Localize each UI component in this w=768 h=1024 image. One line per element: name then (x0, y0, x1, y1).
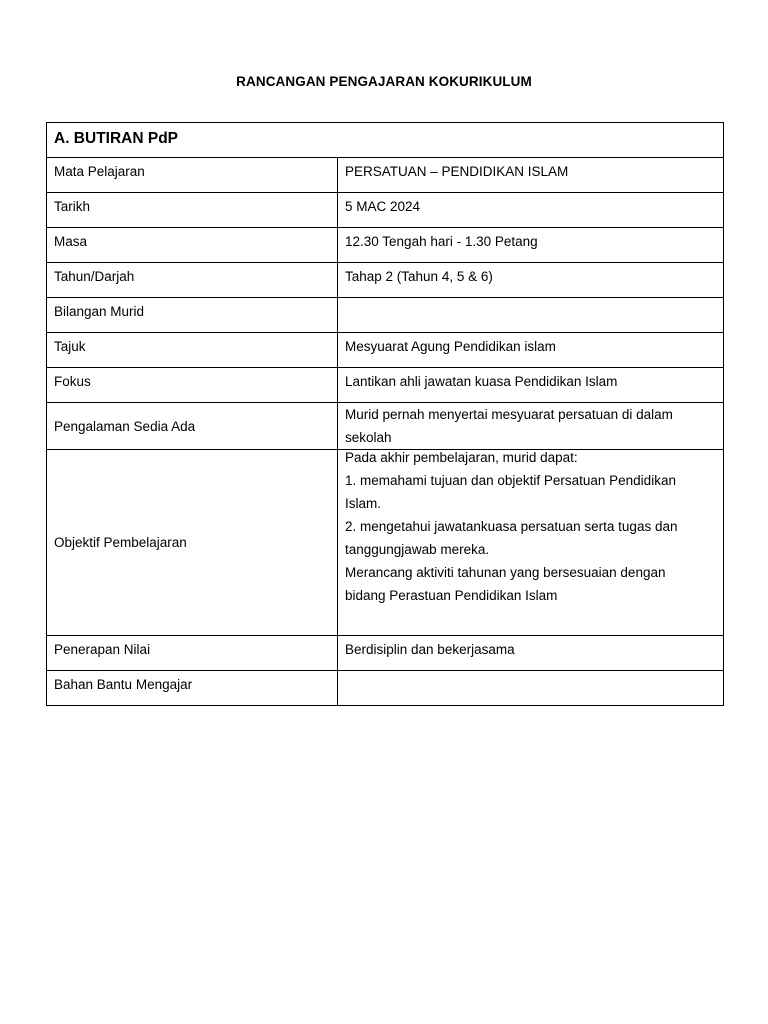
row-value (338, 158, 724, 193)
section-heading (47, 123, 724, 158)
label-tahun-darjah: Tahun/Darjah (54, 268, 135, 284)
value-masa: 12.30 Tengah hari - 1.30 Petang (345, 233, 538, 249)
label-objektif-pembelajaran: Objektif Pembelajaran (54, 535, 187, 550)
table-row-bahan-bantu-mengajar (47, 671, 724, 706)
label-tajuk: Tajuk (54, 338, 86, 354)
label-bahan-bantu-mengajar: Bahan Bantu Mengajar (54, 676, 193, 692)
label-masa: Masa (54, 233, 88, 249)
label-fokus: Fokus (54, 373, 91, 389)
objektif-line: 2. mengetahui jawatankuasa persatuan serta tugas dan (345, 519, 678, 534)
row-value (338, 368, 724, 403)
row-label (47, 193, 338, 228)
document-title: RANCANGAN PENGAJARAN KOKURIKULUM (236, 74, 532, 89)
row-label (47, 368, 338, 403)
objektif-line: Islam. (345, 496, 382, 511)
table-row-pengalaman-sedia-ada (47, 403, 724, 450)
value-mata-pelajaran: PERSATUAN – PENDIDIKAN ISLAM (345, 163, 569, 179)
table-row-penerapan-nilai (47, 636, 724, 671)
table-row-tahun-darjah (47, 263, 724, 298)
value-tajuk: Mesyuarat Agung Pendidikan islam (345, 338, 556, 354)
label-pengalaman-sedia-ada: Pengalaman Sedia Ada (54, 418, 196, 434)
label-tarikh: Tarikh (54, 198, 91, 214)
value-tahun-darjah: Tahap 2 (Tahun 4, 5 & 6) (345, 268, 493, 284)
label-mata-pelajaran: Mata Pelajaran (54, 163, 145, 179)
objektif-line: Pada akhir pembelajaran, murid dapat: (345, 450, 578, 465)
row-value (338, 263, 724, 298)
objektif-line: 1. memahami tujuan dan objektif Persatuan Pendidikan (345, 473, 676, 488)
table-row-tarikh (47, 193, 724, 228)
row-value (338, 636, 724, 671)
row-label (47, 333, 338, 368)
row-label (47, 671, 338, 706)
table-row-tajuk (47, 333, 724, 368)
row-label (47, 450, 338, 636)
row-label (47, 263, 338, 298)
row-label (47, 158, 338, 193)
row-value (338, 450, 724, 636)
row-value (338, 193, 724, 228)
objektif-line: bidang Perastuan Pendidikan Islam (345, 588, 558, 603)
label-penerapan-nilai: Penerapan Nilai (54, 641, 151, 657)
row-value (338, 671, 724, 706)
row-value (338, 333, 724, 368)
table-row-fokus (47, 368, 724, 403)
objektif-line: Merancang aktiviti tahunan yang bersesuaian dengan (345, 565, 666, 580)
table-row-mata-pelajaran (47, 158, 724, 193)
butiran-pdp-table (46, 122, 724, 706)
pengalaman-line: Murid pernah menyertai mesyuarat persatuan di dalam (345, 407, 673, 422)
row-label (47, 636, 338, 671)
row-value (338, 298, 724, 333)
table-row-objektif-pembelajaran (47, 450, 724, 636)
value-penerapan-nilai: Berdisiplin dan bekerjasama (345, 641, 515, 657)
value-tarikh: 5 MAC 2024 (345, 198, 421, 214)
row-label (47, 403, 338, 450)
table-row-masa (47, 228, 724, 263)
table-row-bilangan-murid (47, 298, 724, 333)
value-fokus: Lantikan ahli jawatan kuasa Pendidikan Islam (345, 373, 618, 389)
objektif-line: tanggungjawab mereka. (345, 542, 490, 557)
row-label (47, 228, 338, 263)
row-value (338, 403, 724, 450)
section-heading-text: A. BUTIRAN PdP (54, 130, 178, 147)
row-value (338, 228, 724, 263)
row-label (47, 298, 338, 333)
section-heading-row (47, 123, 724, 158)
objektif-text-block (345, 446, 716, 607)
pengalaman-line: sekolah (345, 430, 392, 445)
label-bilangan-murid: Bilangan Murid (54, 303, 145, 319)
